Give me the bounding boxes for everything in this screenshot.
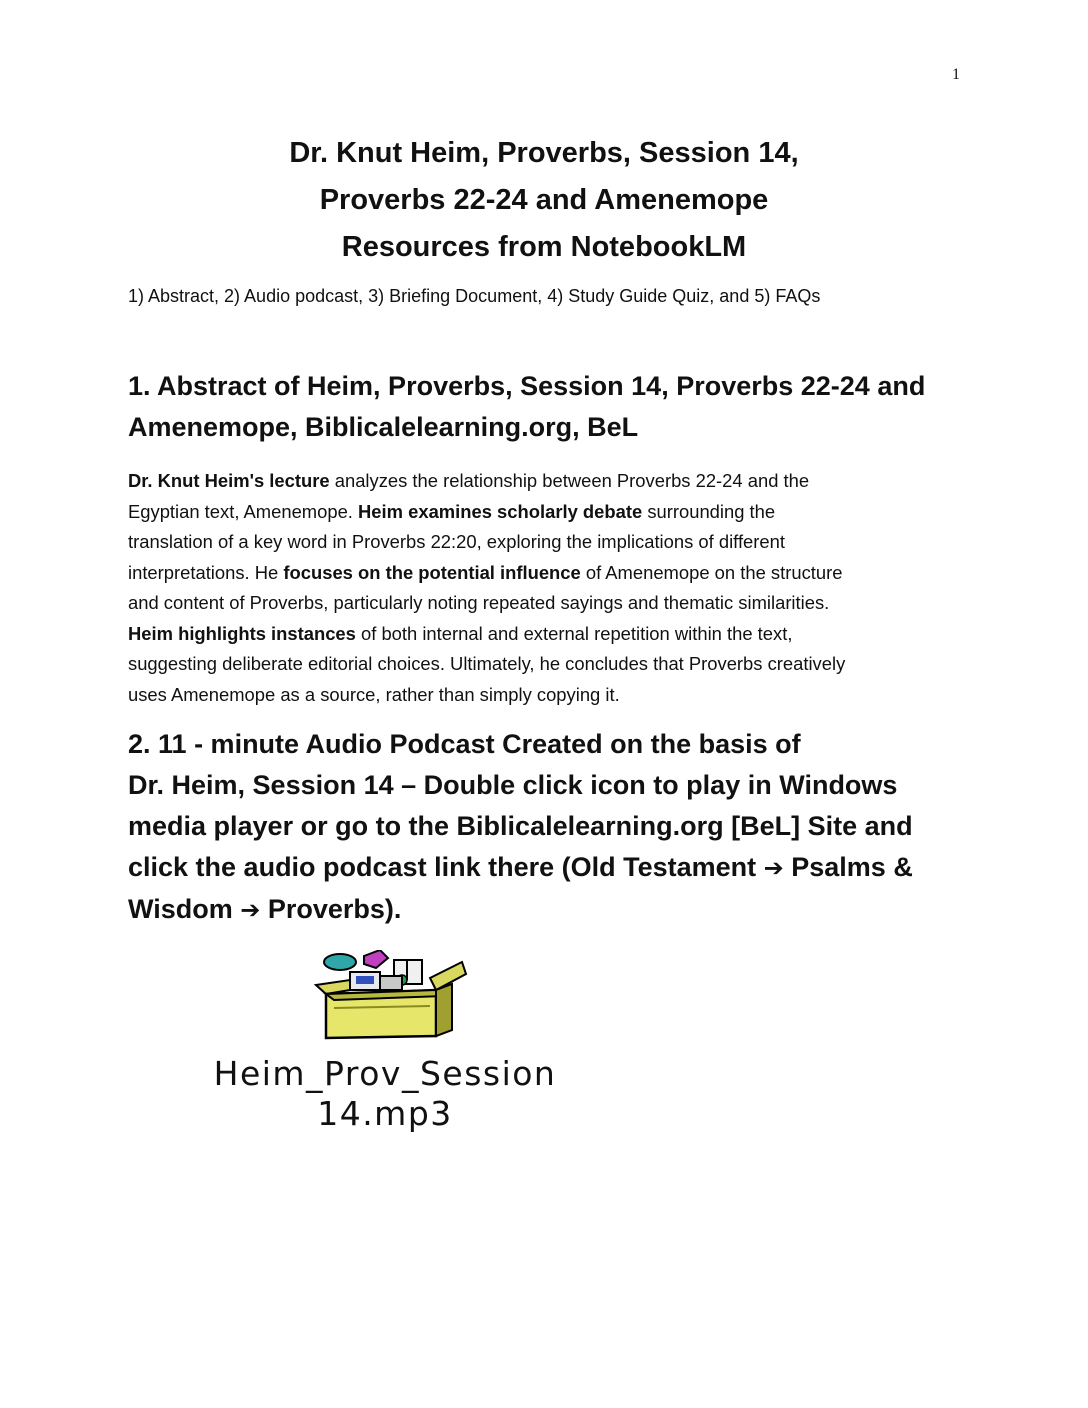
page-number: 1 bbox=[952, 66, 960, 83]
abstract-line bbox=[128, 558, 968, 589]
abstract-line bbox=[128, 497, 968, 528]
heading-text: Psalms & bbox=[783, 852, 913, 882]
heading-line bbox=[128, 847, 968, 889]
abstract-line bbox=[128, 619, 968, 650]
audio-file-label[interactable] bbox=[120, 1054, 650, 1134]
abstract-line: uses Amenemope as a source, rather than simply copying it. bbox=[128, 683, 620, 705]
abstract-paragraph bbox=[128, 466, 968, 710]
document-title bbox=[0, 130, 1088, 271]
bold-phrase: Heim highlights instances bbox=[128, 622, 356, 644]
abstract-line: and content of Proverbs, particularly noting repeated sayings and thematic similarities. bbox=[128, 592, 830, 613]
abstract-text: surrounding the bbox=[642, 500, 776, 522]
heading-line bbox=[128, 889, 968, 931]
file-name-line: 14.mp3 bbox=[317, 1094, 453, 1133]
heading-text: click the audio podcast link there (Old Testament bbox=[128, 852, 764, 882]
bold-phrase: Heim examines scholarly debate bbox=[358, 500, 643, 522]
package-audio-icon[interactable] bbox=[310, 950, 470, 1040]
bold-phrase: Dr. Knut Heim's lecture bbox=[128, 470, 330, 491]
section-1-heading bbox=[128, 366, 968, 448]
title-line: Proverbs 22-24 and Amenemope bbox=[319, 184, 769, 216]
heading-text: Wisdom bbox=[128, 894, 241, 924]
heading-text: Proverbs). bbox=[260, 894, 402, 924]
file-name-line: Heim_Prov_Session bbox=[213, 1054, 557, 1093]
right-arrow-icon: ➔ bbox=[240, 896, 261, 924]
abstract-line bbox=[128, 466, 968, 497]
heading-line: 2. 11 - minute Audio Podcast Created on the basis of bbox=[128, 729, 801, 759]
heading-line: Amenemope, Biblicalelearning.org, BeL bbox=[128, 412, 639, 442]
heading-line: Dr. Heim, Session 14 – Double click icon to play in Windows bbox=[128, 770, 898, 800]
abstract-line: translation of a key word in Proverbs 22:20, exploring the implications of different bbox=[128, 531, 785, 552]
abstract-text: of Amenemope on the structure bbox=[580, 561, 843, 583]
heading-line: media player or go to the Biblicalelearning.org [BeL] Site and bbox=[128, 811, 913, 841]
title-line: Dr. Knut Heim, Proverbs, Session 14, bbox=[289, 137, 799, 169]
right-arrow-icon: ➔ bbox=[763, 854, 784, 882]
abstract-text: interpretations. He bbox=[128, 561, 284, 583]
contents-list: 1) Abstract, 2) Audio podcast, 3) Briefing Document, 4) Study Guide Quiz, and 5) FAQs bbox=[128, 286, 821, 306]
title-line: Resources from NotebookLM bbox=[341, 231, 747, 263]
abstract-text: of both internal and external repetition within the text, bbox=[355, 622, 793, 644]
heading-line: 1. Abstract of Heim, Proverbs, Session 14, Proverbs 22-24 and bbox=[128, 371, 926, 401]
abstract-text: Egyptian text, Amenemope. bbox=[128, 500, 359, 522]
abstract-line: suggesting deliberate editorial choices. Ultimately, he concludes that Proverbs creatively bbox=[128, 653, 846, 674]
bold-phrase: focuses on the potential influence bbox=[283, 561, 581, 583]
abstract-text: analyzes the relationship between Proverbs 22-24 and the bbox=[329, 470, 810, 491]
section-2-heading bbox=[128, 724, 968, 931]
